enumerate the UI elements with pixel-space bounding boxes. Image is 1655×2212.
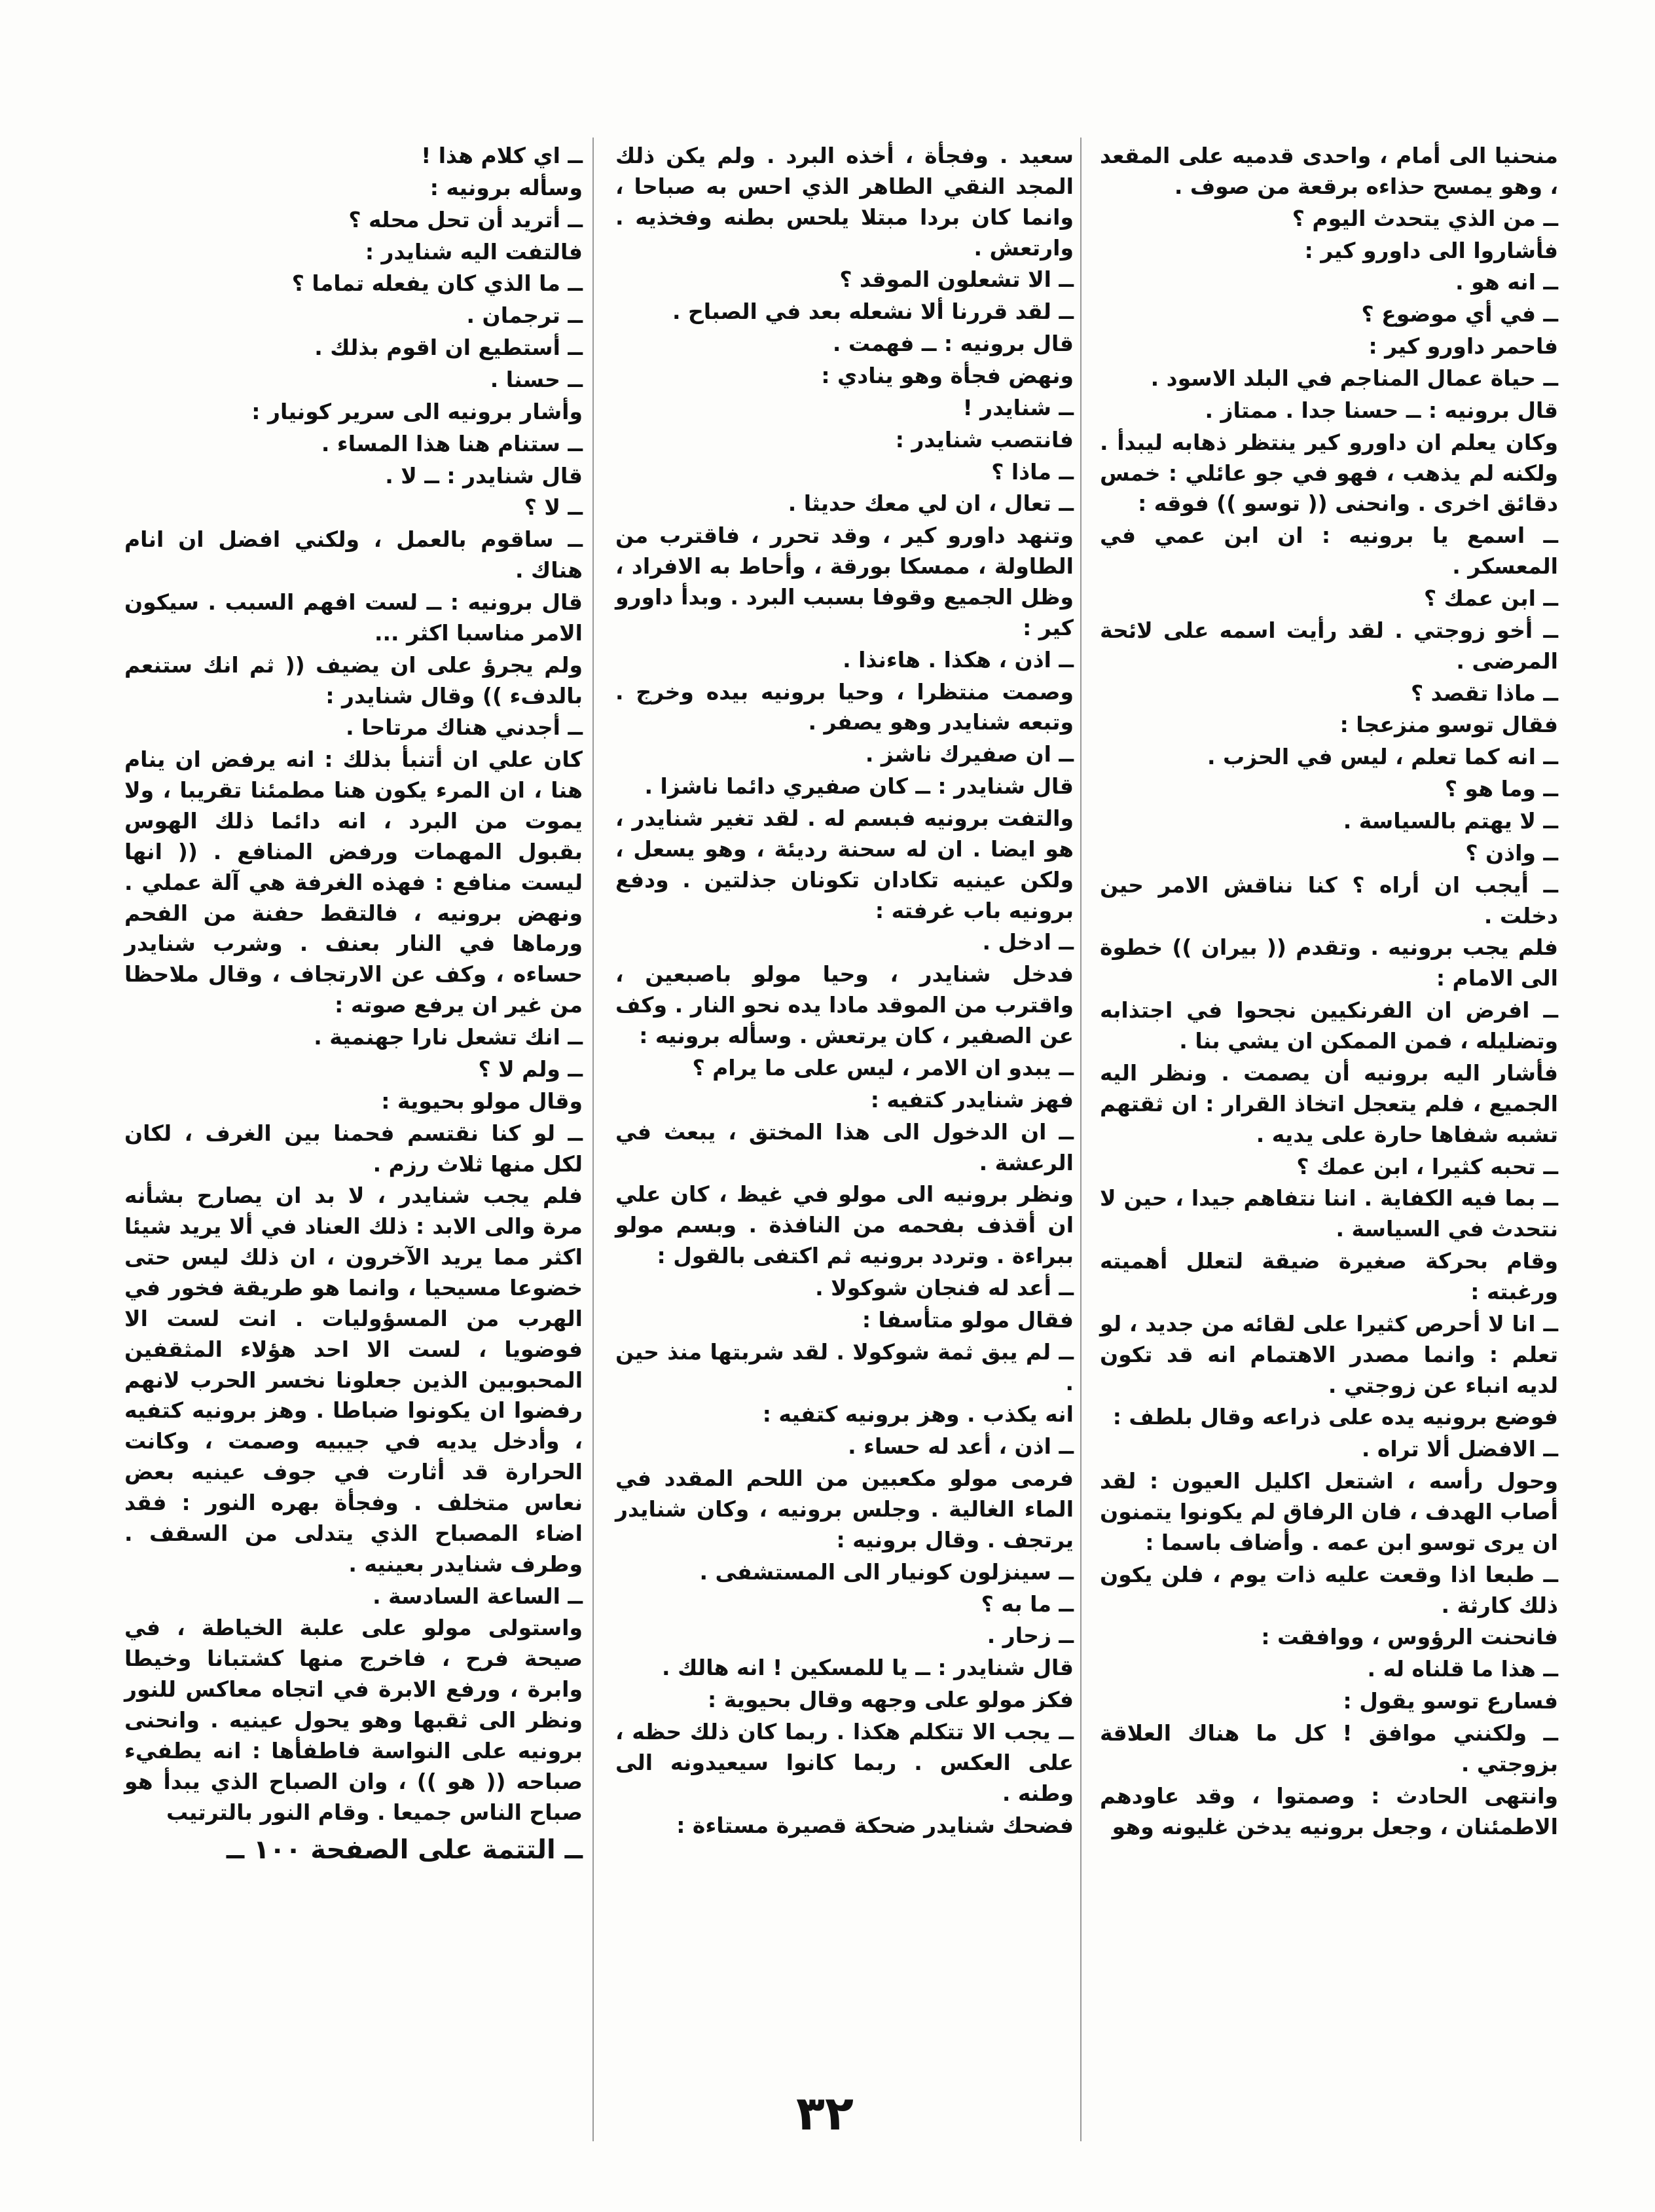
paragraph: ــ لقد قررنا ألا نشعله بعد في الصباح . [672, 299, 1074, 325]
paragraph: فانتصب شنايدر : [895, 426, 1074, 452]
paragraph: ــ ولم لا ؟ [478, 1056, 583, 1082]
paragraph: وأشار برونيه الى سرير كونيار : [251, 398, 583, 424]
paragraph: ــ ما الذي كان يفعله تماما ؟ [291, 270, 583, 297]
paragraph: فضحك شنايدر ضحكة قصيرة مستاءة : [676, 1812, 1074, 1838]
paragraph: ــ ان الدخول الى هذا المختق ، يبعث في الرعشة . [615, 1118, 1074, 1175]
paragraph: قال برونيه : ــ فهمت . [832, 331, 1074, 357]
paragraph: ــ سينزلون كونيار الى المستشفى . [699, 1558, 1074, 1585]
paragraph: فوضع برونيه يده على ذراعه وقال بلطف : [1112, 1404, 1558, 1430]
paragraph: ــ اذن ، أعد له حساء . [848, 1433, 1074, 1460]
paragraph: فكز مولو على وجهه وقال بحيوية : [707, 1687, 1074, 1713]
paragraph: سعيد . وفجأة ، أخذه البرد . ولم يكن ذلك المجد النقي الطاهر الذي احس به صباحا ، وانما كان بردا مبتلا يلحس بطنه وفخذيه . وارتعش . [615, 143, 1074, 261]
paragraph: انه يكذب . وهز برونيه كتفيه : [762, 1401, 1074, 1428]
paragraph: ــ من الذي يتحدث اليوم ؟ [1292, 205, 1558, 231]
paragraph: ــ واذن ؟ [1465, 839, 1558, 866]
paragraph: والتفت برونيه فبسم له . لقد تغير شنايدر ، هو ايضا . ان له سحنة رديئة ، وهو يسعل ، ولكن عينيه تكادان تكونان جذلتين . ودفع برونيه باب غرفته : [615, 805, 1074, 923]
paragraph: ــ انك تشعل نارا جهنمية . [314, 1024, 583, 1050]
column-left-body [124, 141, 583, 1828]
paragraph: وكان يعلم ان داورو كير ينتظر ذهابه ليبدأ . ولكنه لم يذهب ، فهو في جو عائلي : خمس دقائق اخرى . وانحنى (( توسو )) فوقه : [1100, 429, 1558, 517]
paragraph: ــ اي كلام هذا ! [421, 143, 583, 168]
paragraph: ــ أستطيع ان اقوم بذلك . [314, 335, 583, 361]
paragraph: ولم يجرؤ على ان يضيف (( ثم انك ستنعم بالدفء )) وقال شنايدر : [124, 652, 583, 709]
paragraph: ــ ادخل . [982, 929, 1074, 955]
paragraph: ــ أيجب ان أراه ؟ كنا نناقش الامر حين دخلت . [1100, 872, 1558, 929]
continuation-note: ــ التتمة على الصفحة ١٠٠ ــ [226, 1835, 583, 1866]
paragraph: ونظر برونيه الى مولو في غيظ ، كان علي ان أقذف بفحمه من النافذة . وبسم مولو ببراءة . وتردد برونيه ثم اكتفى بالقول : [615, 1181, 1074, 1269]
paragraph: فلم يجب برونيه . وتقدم (( بيران )) خطوة الى الامام : [1100, 934, 1558, 991]
paragraph: ــ أعد له فنجان شوكولا . [815, 1274, 1074, 1300]
paragraph: فأشار اليه برونيه أن يصمت . ونظر اليه الجميع ، فلم يتعجل اتخاذ القرار : ان ثقتهم تشبه شفاها حارة على يديه . [1100, 1060, 1558, 1147]
paragraph: فدخل شنايدر ، وحيا مولو باصبعين ، واقترب من الموقد مادا يده نحو النار . وكف عن الصفير ، كان يرتعش . وسأله برونيه : [615, 961, 1074, 1049]
paragraph: فقال توسو منزعجا : [1339, 712, 1558, 738]
paragraph: ــ ماذا ؟ [991, 458, 1074, 485]
paragraph: ــ انا لا أحرص كثيرا على لقائه من جديد ، لو تعلم : وانما مصدر الاهتمام انه قد تكون لديه انباء عن زوجتي . [1100, 1310, 1558, 1398]
paragraph: ــ أخو زوجتي . لقد رأيت اسمه على لائحة المرضى . [1100, 617, 1558, 674]
paragraph: ــ حياة عمال المناجم في البلد الاسود . [1150, 365, 1558, 392]
paragraph: فلم يجب شنايدر ، لا بد ان يصارح بشأنه مرة والى الابد : ذلك العناد في ألا يريد شيئا اكثر مما يريد الآخرون ، ان ذلك ليس حتى خضوعا مسيحيا ، وانما هو طريقة فخور في الهرب من المسؤوليات . انت لست الا فوضويا ، لست الا احد هؤلاء المثقفين المحبوبين الذين جعلونا نخسر الحرب لانهم رفضوا ان يكونوا ضباطا . وهز برونيه كتفيه ، وأدخل يديه في جيبيه وصمت ، وكانت الحرارة قد أثارت في جوف عينيه بعض نعاس متخلف . وفجأة بهره النور : فقد اضاء المصباح الذي يتدلى من السقف . وطرف شنايدر بعينيه . [124, 1183, 583, 1577]
column-middle [615, 141, 1074, 1842]
paragraph: ــ هذا ما قلناه له . [1367, 1656, 1558, 1682]
paragraph: فاحمر داورو كير : [1368, 333, 1558, 359]
paragraph: قال برونيه : ــ لست افهم السبب . سيكون الامر مناسبا اكثر ... [124, 589, 583, 646]
paragraph: ــ حسنا . [490, 367, 583, 393]
paragraph: ــ في أي موضوع ؟ [1361, 301, 1558, 327]
paragraph: قال برونيه : ــ حسنا جدا . ممتاز . [1205, 397, 1558, 423]
paragraph: ــ تحبه كثيرا ، ابن عمك ؟ [1296, 1153, 1558, 1179]
column-rule [592, 138, 594, 2141]
paragraph: منحنيا الى أمام ، واحدى قدميه على المقعد ، وهو يمسح حذاءه برقعة من صوف . [1100, 143, 1558, 199]
paragraph: ــ أتريد أن تحل محله ؟ [348, 206, 583, 232]
paragraph: ــ افرض ان الفرنكيين نجحوا في اجتذابه وتضليله ، فمن الممكن ان يشي بنا . [1100, 997, 1558, 1054]
page-number: ٣٢ [796, 2086, 854, 2141]
paragraph: ــ اذن ، هكذا . هاءنذا . [843, 646, 1074, 673]
paragraph: قال شنايدر : ــ كان صفيري دائما ناشزا . [644, 773, 1074, 800]
paragraph: ــ بما فيه الكفاية . اننا نتفاهم جيدا ، حين لا نتحدث في السياسة . [1100, 1185, 1558, 1242]
paragraph: ــ ابن عمك ؟ [1424, 585, 1558, 612]
paragraph: ــ الا تشعلون الموقد ؟ [839, 267, 1074, 293]
paragraph: ــ زحار . [987, 1623, 1074, 1649]
paragraph: ــ ساقوم بالعمل ، ولكني افضل ان انام هناك . [124, 526, 583, 583]
paragraph: ــ وما هو ؟ [1444, 776, 1558, 802]
paragraph: ــ ان صفيرك ناشز . [865, 741, 1074, 767]
paragraph: ــ انه كما تعلم ، ليس في الحزب . [1207, 744, 1558, 770]
paragraph: ــ لم يبق ثمة شوكولا . لقد شربتها منذ حين . [615, 1338, 1074, 1395]
column-rule [1080, 138, 1082, 2141]
paragraph: فقال مولو متأسفا : [862, 1306, 1074, 1333]
paragraph: فانحنت الرؤوس ، ووافقت : [1261, 1624, 1558, 1650]
column-right [1100, 141, 1558, 1843]
paragraph: كان علي ان أتنبأ بذلك : انه يرفض ان ينام هنا ، ان المرء يكون هنا مطمئنا تقريبا ، ولا يموت من البرد ، انه دائما ذلك الهوس بقبول المهمات ورفض المنافع . (( انها ليست منافع : فهذه الغرفة هي آلة عملي . ونهض برونيه ، فالتقط حفنة من الفحم ورماها في النار بعنف . وشرب شنايدر حساءه ، وكف عن الارتجاف ، وقال ملاحظا من غير ان يرفع صوته : [124, 747, 583, 1018]
paragraph: ــ تعال ، ان لي معك حديثا . [788, 490, 1074, 517]
paragraph: واستولى مولو على علبة الخياطة ، في صيحة فرح ، فاخرج منها كشتبانا وخيطا وابرة ، ورفع الابرة في اتجاه معاكس للنور ونظر الى ثقبها وهو يحول عينيه . وانحنى برونيه على النواسة فاطفأها : انه يطفيء صباحه (( هو )) ، وان الصباح الذي يبدأ هو صباح الناس جميعا . وقام النور بالترتيب [124, 1615, 583, 1825]
paragraph: ــ أجدني هناك مرتاحا . [346, 714, 583, 741]
paragraph: ــ ماذا تقصد ؟ [1411, 680, 1558, 706]
paragraph: ــ الساعة السادسة . [373, 1583, 583, 1609]
paragraph: وتنهد داورو كير ، وقد تحرر ، فاقترب من الطاولة ، ممسكا بورقة ، وأحاط به الافراد ، وظل الجميع وقوفا بسبب البرد . وبدأ داورو كير : [615, 523, 1074, 640]
paragraph: ــ انه هو . [1455, 269, 1558, 295]
paragraph: وسأله برونيه : [429, 174, 583, 200]
paragraph: قال شنايدر : ــ يا للمسكين ! انه هالك . [662, 1655, 1074, 1681]
paragraph: فرمى مولو مكعبين من اللحم المقدد في الماء الغالية . وجلس برونيه ، وكان شنايدر يرتجف . وقال برونيه : [615, 1465, 1074, 1553]
paragraph: ــ شنايدر ! [962, 394, 1074, 420]
paragraph: وقام بحركة صغيرة ضيقة لتعلل أهميته ورغبته : [1100, 1248, 1558, 1304]
paragraph: فالتفت اليه شنايدر : [365, 238, 583, 265]
paragraph: وحول رأسه ، اشتعل اكليل العيون : لقد أصاب الهدف ، فان الرفاق لم يكونوا يتمنون ان يرى توسو ابن عمه . وأضاف باسما : [1100, 1468, 1558, 1555]
paragraph: ونهض فجأة وهو ينادي : [821, 363, 1074, 389]
paragraph: ــ لا يهتم بالسياسة . [1343, 808, 1558, 834]
paragraph: ــ ما به ؟ [981, 1591, 1074, 1617]
paragraph: ــ اسمع يا برونيه : ان ابن عمي في المعسكر . [1100, 523, 1558, 580]
paragraph: ــ الافضل ألا تراه . [1361, 1436, 1558, 1462]
paragraph: ــ لو كنا نقتسم فحمنا بين الغرف ، لكان لكل منها ثلاث رزم . [124, 1120, 583, 1177]
paragraph: ــ لا ؟ [524, 494, 583, 521]
paragraph: ــ يبدو ان الامر ، ليس على ما يرام ؟ [692, 1054, 1074, 1080]
paragraph: ــ يجب الا تتكلم هكذا . ربما كان ذلك حظه ، على العكس . ربما كانوا سيعيدونه الى وطنه . [615, 1718, 1074, 1806]
paragraph: قال شنايدر : ــ لا . [385, 462, 583, 488]
paragraph: وانتهى الحادث : وصمتوا ، وقد عاودهم الاطمئنان ، وجعل برونيه يدخن غليونه وهو [1100, 1782, 1558, 1839]
paragraph: فسارع توسو يقول : [1343, 1688, 1558, 1714]
paragraph: فهز شنايدر كتفيه : [870, 1086, 1074, 1113]
paragraph: وصمت منتظرا ، وحيا برونيه بيده وخرج . وتبعه شنايدر وهو يصفر . [615, 678, 1074, 735]
paragraph: ــ ترجمان . [466, 303, 583, 329]
paragraph: ــ طبعا اذا وقعت عليه ذات يوم ، فلن يكون ذلك كارثة . [1100, 1561, 1558, 1618]
column-left [124, 141, 583, 1869]
paragraph: ــ ولكنني موافق ! كل ما هناك العلاقة بزوجتي . [1100, 1720, 1558, 1777]
paragraph: فأشاروا الى داورو كير : [1304, 237, 1558, 263]
paragraph: وقال مولو بحيوية : [381, 1088, 583, 1114]
paragraph: ــ ستنام هنا هذا المساء . [321, 430, 583, 456]
